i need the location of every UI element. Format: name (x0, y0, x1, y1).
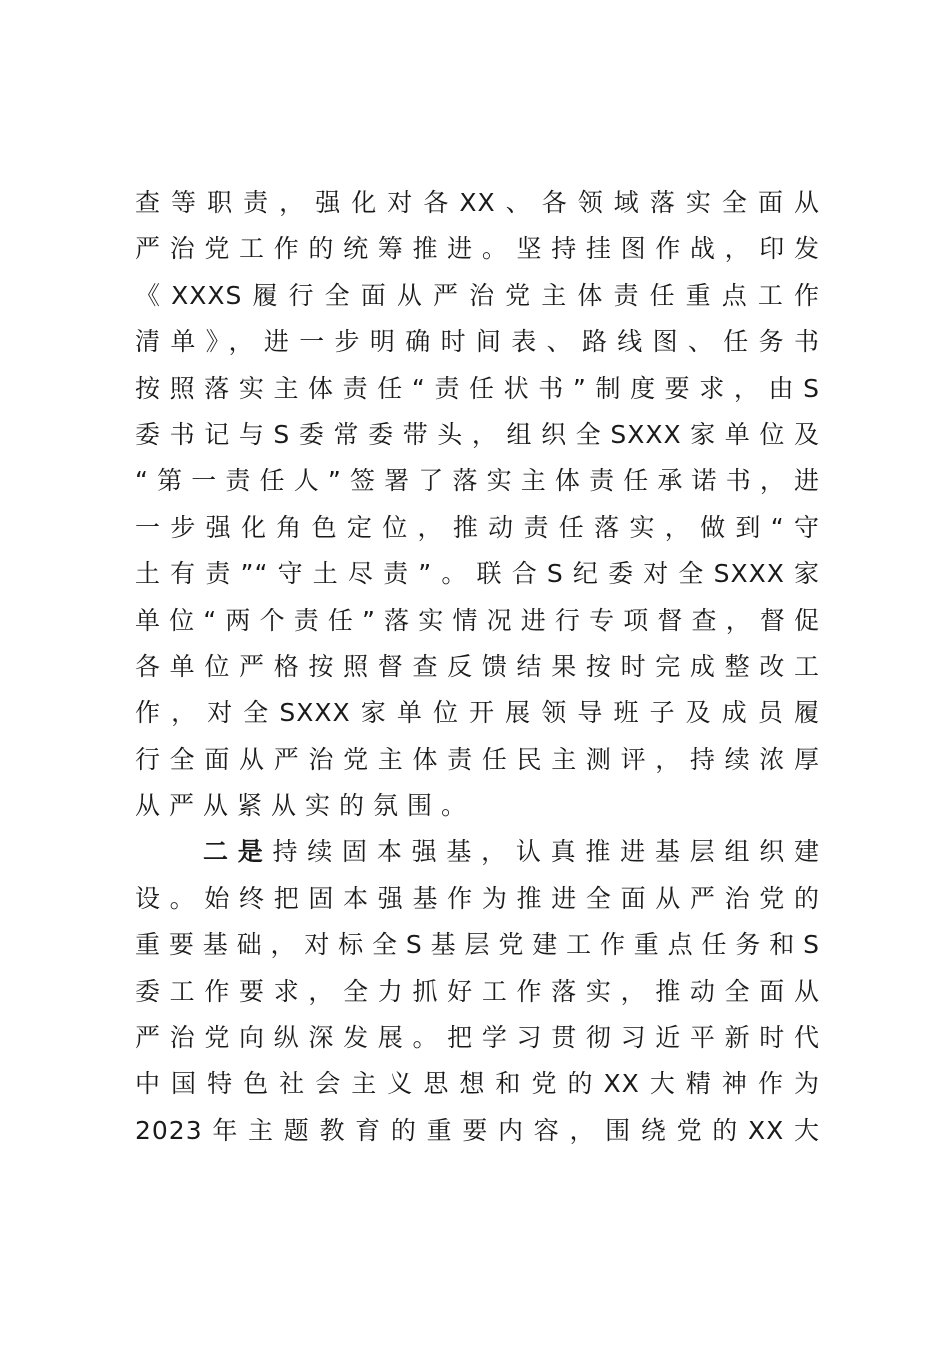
text-line: 从严从紧从实的氛围。 (135, 791, 476, 821)
text-line: 《XXXS履行全面从严治党主体责任重点工作 (135, 280, 820, 310)
paragraph-1 (135, 180, 820, 829)
text-line: 严治党工作的统筹推进。坚持挂图作战，印发 (135, 234, 820, 264)
text-line: 按照落实主体责任“责任状书”制度要求，由S (135, 373, 820, 403)
text-line: “第一责任人”签署了落实主体责任承诺书，进 (135, 466, 820, 496)
text-line: 各单位严格按照督查反馈结果按时完成整改工 (135, 651, 820, 681)
text-line: 查等职责，强化对各XX、各领域落实全面从 (135, 188, 820, 217)
text-line: 2023年主题教育的重要内容，围绕党的XX大 (135, 1115, 820, 1145)
text-line: 一步强化角色定位，推动责任落实，做到“守 (135, 512, 820, 542)
paragraph-lead: 二是 (203, 837, 273, 867)
text-line: 单位“两个责任”落实情况进行专项督查，督促 (135, 605, 820, 635)
text-line (135, 829, 820, 875)
text-line: 重要基础，对标全S基层党建工作重点任务和S (135, 930, 820, 960)
paragraph-2 (135, 829, 820, 1154)
paragraph-lead-rest: 持续固本强基，认真推进基层组织建 (272, 837, 820, 867)
document-body (135, 180, 820, 1154)
text-line: 清单》，进一步明确时间表、路线图、任务书 (135, 327, 820, 357)
text-line: 委书记与S委常委带头，组织全SXXX家单位及 (135, 419, 820, 449)
text-line: 中国特色社会主义思想和党的XX大精神作为 (135, 1069, 820, 1099)
text-line: 土有责”“守土尽责”。联合S纪委对全SXXX家 (135, 559, 820, 589)
text-line: 严治党向纵深发展。把学习贯彻习近平新时代 (135, 1023, 820, 1053)
text-line: 行全面从严治党主体责任民主测评，持续浓厚 (135, 744, 820, 774)
text-line: 作，对全SXXX家单位开展领导班子及成员履 (135, 698, 820, 728)
text-line: 设。始终把固本强基作为推进全面从严治党的 (135, 883, 820, 913)
text-line: 委工作要求，全力抓好工作落实，推动全面从 (135, 976, 820, 1006)
